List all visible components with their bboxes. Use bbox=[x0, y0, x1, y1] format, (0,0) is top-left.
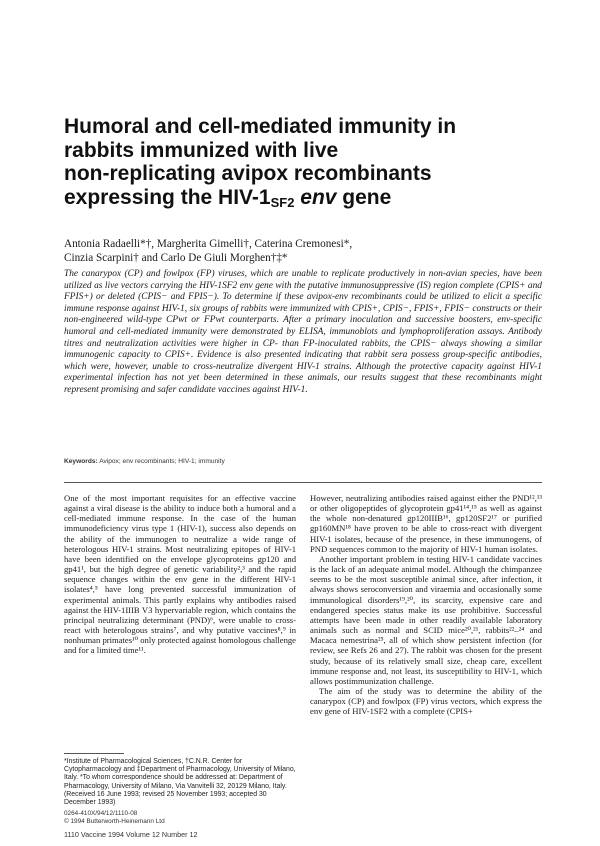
body-paragraph: The aim of the study was to determine the ability of the canarypox (CP) and fowlpox (FP) virus vectors, which express the env gene of HIV-1SF2 with a complete (CPIS+ bbox=[310, 685, 542, 717]
title-line-3: non-replicating avipox recombinants bbox=[64, 162, 432, 185]
abstract: The canarypox (CP) and fowlpox (FP) viruses, which are unable to replicate productively in non-avian species, have been utilized as live vectors carrying the HIV-1SF2 env gene with the putative immunosuppressive (IS) region complete (CPIS+ and FPIS+) or deleted (CPIS− and FPIS−). To determine if these avipox-env recombinants could be utilized to elicit a specific immune response against HIV-1, six groups of rabbits were immunized with CPIS+, CPIS−, FPIS+, FPIS− constructs or their non-engineered wild-type CPwt or FPwt counterparts. After a primary inoculation and successive boosters, env-specific humoral and cell-mediated immunity were demonstrated by ELISA, immunoblots and lymphoproliferation assays. Antibody titres and neutralization activities were higher in CP- than FP-inoculated rabbits, the CPIS− always showing a similar immunogenic capacity to CPIS+. Evidence is also presented indicating that rabbit sera possess group-specific antibodies, which were, however, unable to cross-neutralize divergent HIV-1 strains. Although the protective capacity against HIV-1 experimental infection has not yet been determined in these animals, our results suggest that these recombinants might represent promising and safer candidate vaccines against HIV-1. bbox=[64, 269, 542, 395]
title-line-2: rabbits immunized with live bbox=[64, 138, 339, 162]
keywords-text: Avipox; env recombinants; HIV-1; immunity bbox=[99, 458, 225, 465]
title-gene-italic: env bbox=[300, 185, 337, 209]
copyright-line: © 1994 Butterworth-Heinemann Ltd bbox=[64, 817, 165, 825]
title-subscript: SF2 bbox=[270, 194, 295, 210]
title-line-4-text: expressing the HIV-1 bbox=[64, 185, 271, 209]
keywords bbox=[64, 458, 544, 465]
title-line-4-end: gene bbox=[342, 185, 392, 209]
body-paragraph: Another important problem in testing HIV-1 candidate vaccines is the lack of an adequate animal model. Although the chimpanzee seems to be the most susceptible animal since, after infection, it always shows seroconversion and viraemia and occasionally some immunological disorders¹⁹,²⁰, its scarcity, expensive care and endangered species status make its use prohibitive. Successful attempts have been made in other readily available laboratory animals such as normal and SCID mice²⁰,²¹, rabbits²²–²⁴ and Macaca nemestrina²⁵, all of which show persistent infection (for review, see Refs 26 and 27). The rabbit was chosen for the present study, because of its relatively small size, cheap care, excellent immune response and, not least, its susceptibility to HIV-1, which allows postimmunization challenge. bbox=[310, 553, 542, 686]
body-column-right bbox=[310, 493, 542, 716]
article-title bbox=[64, 115, 534, 209]
page-footer: 1110 Vaccine 1994 Volume 12 Number 12 bbox=[64, 830, 198, 839]
author-list bbox=[64, 237, 544, 265]
authors-line-2: Cinzia Scarpini† and Carlo De Giuli Morghen†‡* bbox=[64, 252, 288, 264]
issn-line: 0264-410X/94/12/1110-08 bbox=[64, 810, 138, 817]
affiliation-footnote: *Institute of Pharmacological Sciences, †C.N.R. Center for Cytopharmacology and ‡Department of Pharmacology, University of Milano, Italy. *To whom correspondence should be addressed at: Department of Pharmacology, University of Milano, Via Vanvitelli 32, 20129 Milano, Italy. (Received 16 June 1993; revised 25 November 1993; accepted 30 December 1993) bbox=[64, 758, 296, 807]
keywords-label: Keywords: bbox=[64, 458, 98, 465]
section-divider bbox=[64, 482, 542, 483]
title-line-4 bbox=[64, 186, 534, 210]
copyright-block bbox=[64, 810, 296, 825]
body-paragraph: One of the most important requisites for an effective vaccine against a viral disease is the ability to induce both a humoral and a cell-mediated immune response. In the case of the human immunodeficiency virus type 1 (HIV-1), success also depends on the ability of the immunogen to neutralize a wide range of heterologous HIV-1 strains. Most neutralizing epitopes of HIV-1 have been identified on the envelope glycoproteins gp120 and gp41¹, but the high degree of genetic variability²,³ and the rapid sequence changes within the env gene in the different HIV-1 isolates⁴,⁵ have long prevented successful immunization of experimental animals. This partly explains why antibodies raised against the HIV-1IIIB V3 hypervariable region, which contains the principal neutralizing determinant (PND)⁶, were unable to cross-react with heterologous strains⁷, and why putative vaccines⁸,⁹ in nonhuman primates¹⁰ only protected against homologous challenge and for a limited time¹¹. bbox=[64, 493, 296, 656]
authors-line-1: Antonia Radaelli*†, Margherita Gimelli†, Caterina Cremonesi*, bbox=[64, 238, 353, 250]
title-line-1: Humoral and cell-mediated immunity in bbox=[64, 115, 457, 138]
body-column-left bbox=[64, 493, 296, 656]
body-paragraph: However, neutralizing antibodies raised against either the PND¹²,¹³ or other oligopeptides of glycoprotein gp41¹⁴,¹⁵ as well as against the whole non-denatured gp120IIIB¹⁶, gp120SF2¹⁷ or purified gp160MN¹⁸ have proven to be able to cross-react with divergent HIV-1 isolates, because of the presence, in these immunogens, of PND sequences common to the majority of HIV-1 human isolates. bbox=[310, 493, 542, 554]
footnote-divider bbox=[64, 753, 124, 754]
